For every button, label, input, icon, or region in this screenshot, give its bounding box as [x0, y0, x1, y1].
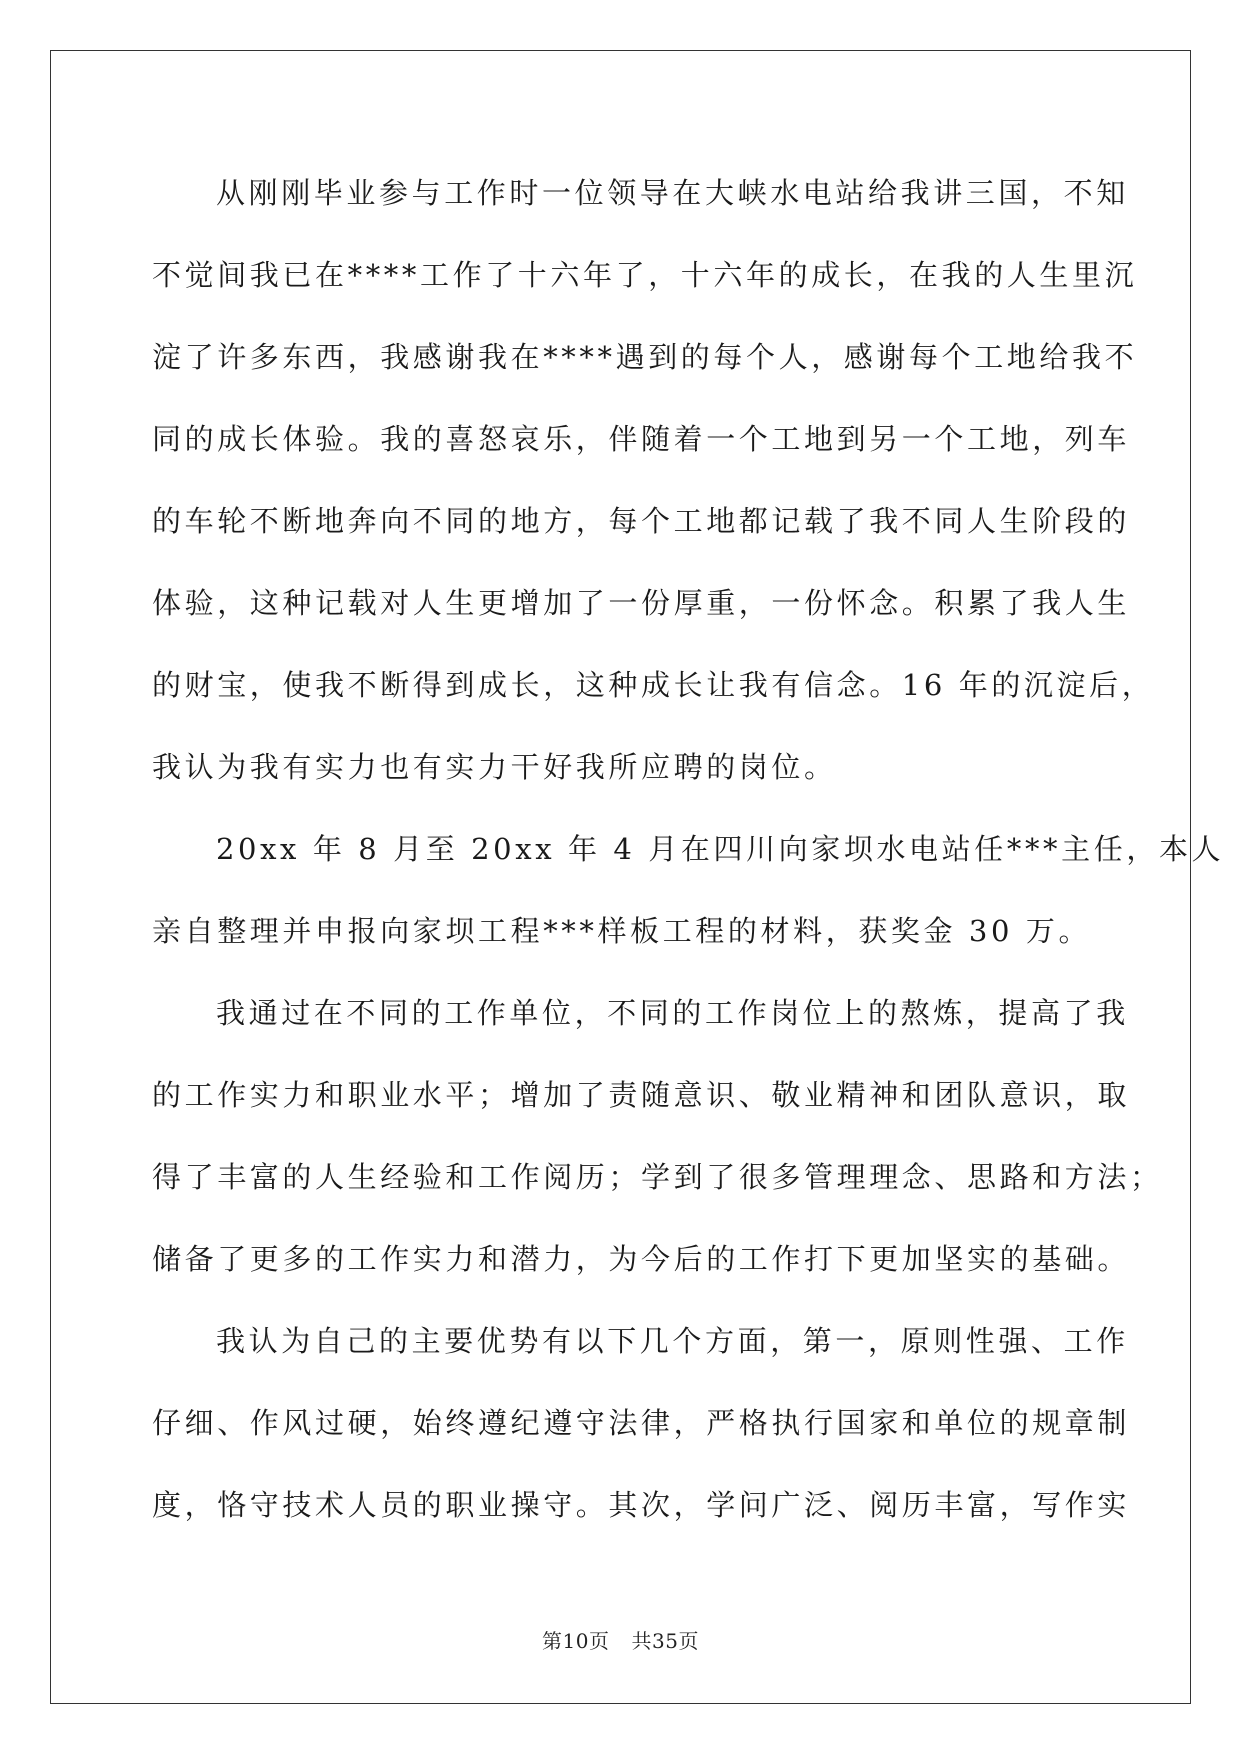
text-line: 的车轮不断地奔向不同的地方，每个工地都记载了我不同人生阶段的 [152, 504, 1131, 538]
text-line: 的财宝，使我不断得到成长，这种成长让我有信念。16 年的沉淀后， [152, 668, 1155, 702]
text-line: 的工作实力和职业水平；增加了责随意识、敬业精神和团队意识，取 [152, 1078, 1131, 1112]
text-line: 储备了更多的工作实力和潜力，为今后的工作打下更加坚实的基础。 [152, 1242, 1131, 1276]
text-line: 我认为自己的主要优势有以下几个方面，第一，原则性强、工作 [216, 1324, 1129, 1358]
text-line: 仔细、作风过硬，始终遵纪遵守法律，严格执行国家和单位的规章制 [152, 1406, 1131, 1440]
text-line: 我通过在不同的工作单位，不同的工作岗位上的熬炼，提高了我 [216, 996, 1129, 1030]
page-footer [0, 1625, 1241, 1654]
text-line: 同的成长体验。我的喜怒哀乐，伴随着一个工地到另一个工地，列车 [152, 422, 1131, 456]
text-line: 从刚刚毕业参与工作时一位领导在大峡水电站给我讲三国，不知 [216, 176, 1129, 210]
paragraph-1 [152, 152, 1155, 808]
text-line: 度，恪守技术人员的职业操守。其次，学问广泛、阅历丰富，写作实 [152, 1488, 1131, 1522]
text-line: 淀了许多东西，我感谢我在****遇到的每个人，感谢每个工地给我不 [152, 340, 1138, 374]
paragraph-2 [152, 808, 1225, 972]
text-line: 不觉间我已在****工作了十六年了，十六年的成长，在我的人生里沉 [152, 258, 1138, 292]
text-line: 我认为我有实力也有实力干好我所应聘的岗位。 [152, 750, 837, 784]
text-line: 体验，这种记载对人生更增加了一份厚重，一份怀念。积累了我人生 [152, 586, 1131, 620]
text-line: 得了丰富的人生经验和工作阅历；学到了很多管理理念、思路和方法； [152, 1160, 1163, 1194]
page-number-current: 第10页 [542, 1629, 610, 1653]
paragraph-4 [152, 1300, 1131, 1546]
paragraph-3 [152, 972, 1163, 1300]
page-number-total: 共35页 [631, 1629, 699, 1653]
text-line: 亲自整理并申报向家坝工程***样板工程的材料，获奖金 30 万。 [152, 914, 1092, 948]
document-body [152, 152, 1225, 1546]
text-line: 20xx 年 8 月至 20xx 年 4 月在四川向家坝水电站任***主任，本人 [216, 832, 1225, 866]
